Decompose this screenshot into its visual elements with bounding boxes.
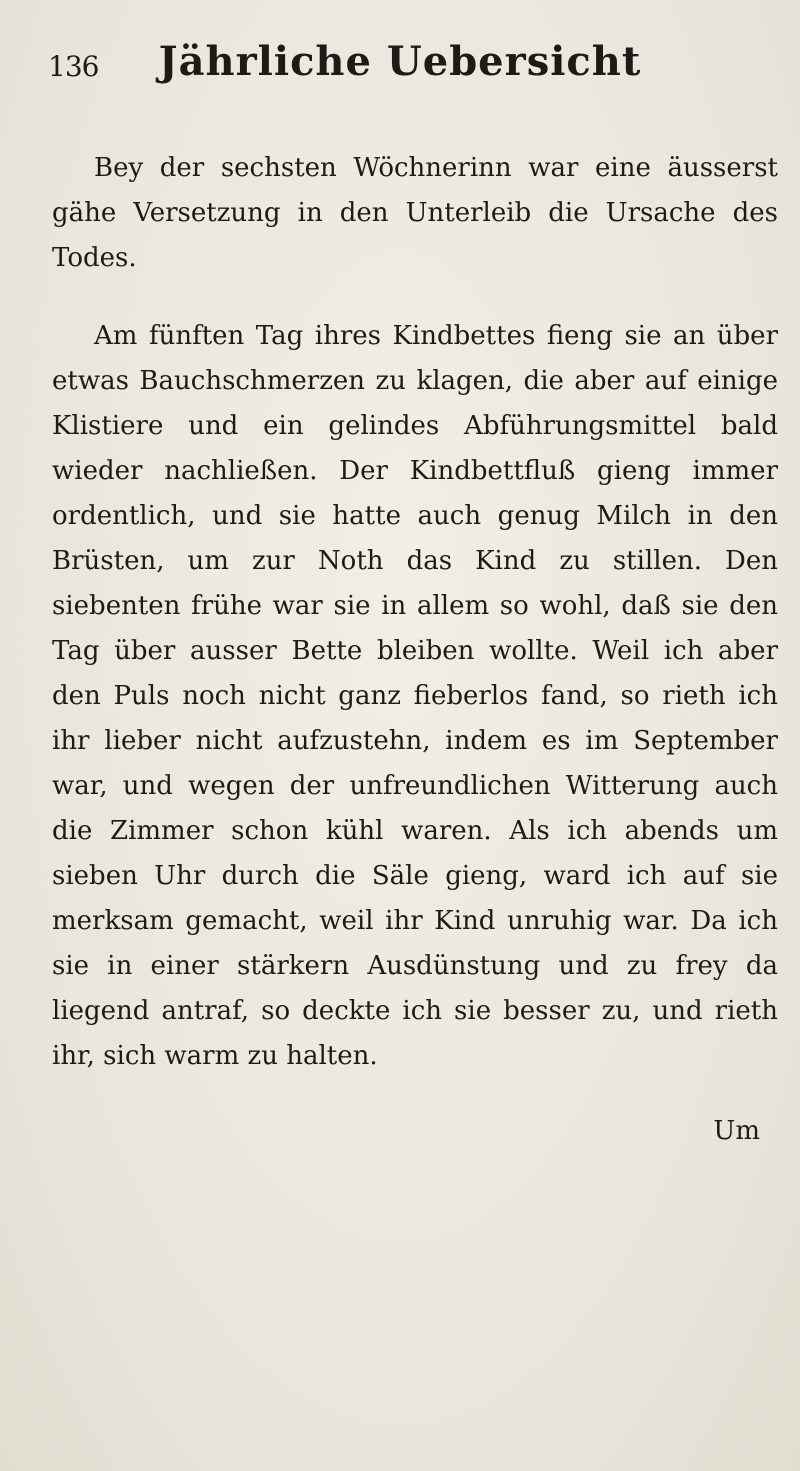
running-head: Jährliche Uebersicht [158,38,642,85]
catchword: Um [713,1116,760,1146]
page-number: 136 [48,50,99,83]
page-header [0,38,800,98]
paragraph: Bey der sechsten Wöchnerinn war eine äusserst gähe Versetzung in den Unterleib die Ursache des Todes. [52,153,778,273]
paragraph: Am fünften Tag ihres Kindbettes fieng sie an über etwas Bauchschmerzen zu klagen, die aber auf einige Klistiere und ein gelindes Abführungsmittel bald wieder nachließen. Der Kindbettfluß gieng immer ordentlich, und sie hatte auch genug Milch in den Brüsten, um zur Noth das Kind zu stillen. Den siebenten frühe war sie in allem so wohl, daß sie den Tag über ausser Bette bleiben wollte. Weil ich aber den Puls noch nicht ganz fieberlos fand, so rieth ich ihr lieber nicht aufzustehn, indem es im September war, und wegen der unfreundlichen Witterung auch die Zimmer schon kühl waren. Als ich abends um sieben Uhr durch die Säle gieng, ward ich auf sie merksam gemacht, weil ihr Kind unruhig war. Da ich sie in einer stärkern Ausdünstung und zu frey da liegend antraf, so deckte ich sie besser zu, und rieth ihr, sich warm zu halten. [52,321,778,1071]
